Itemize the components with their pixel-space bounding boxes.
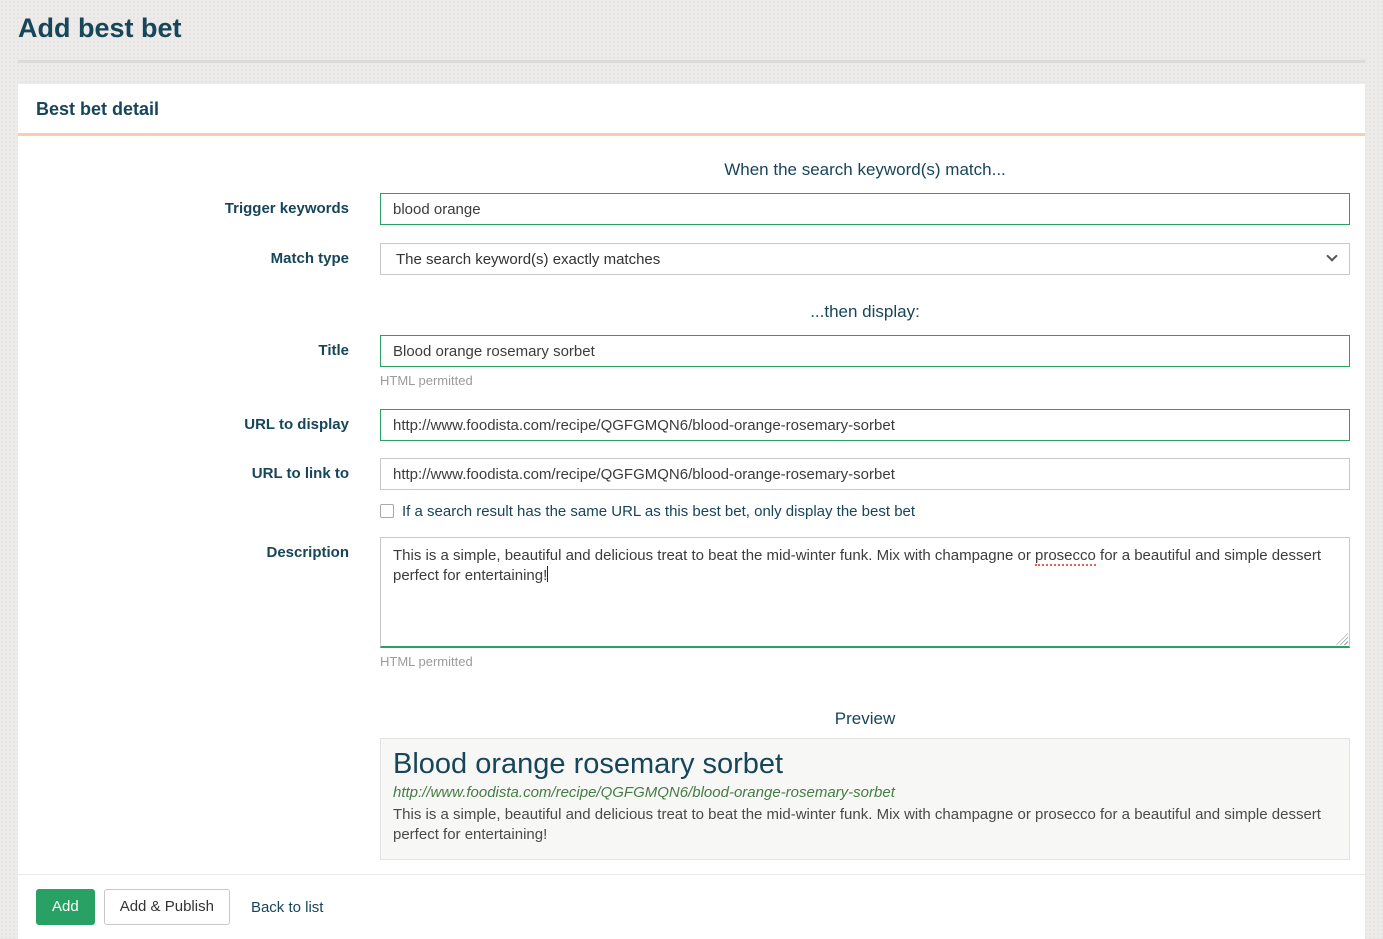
section-row [33, 160, 1350, 180]
panel-footer [18, 874, 1365, 939]
url-link-label: URL to link to [251, 465, 349, 482]
match-type-select[interactable] [380, 243, 1350, 275]
preview-row [33, 729, 1350, 860]
match-type-row [33, 243, 1350, 275]
add-and-publish-button[interactable]: Add & Publish [104, 889, 230, 925]
preview-url: http://www.foodista.com/recipe/QGFGMQN6/blood-orange-rosemary-sorbet [393, 784, 895, 801]
add-button[interactable]: Add [36, 889, 95, 925]
best-bet-detail-panel [18, 84, 1365, 939]
text-cursor [547, 566, 548, 582]
trigger-keywords-row [33, 193, 1350, 225]
trigger-keywords-label: Trigger keywords [224, 200, 349, 217]
url-display-input[interactable] [380, 409, 1350, 441]
description-row [33, 537, 1350, 669]
preview-heading-row [33, 709, 1350, 729]
description-label: Description [266, 544, 349, 561]
preview-title: Blood orange rosemary sorbet [393, 748, 784, 780]
panel-header [18, 84, 1365, 136]
title-row [33, 335, 1350, 388]
title-input[interactable] [380, 335, 1350, 367]
panel-header-title: Best bet detail [36, 99, 160, 119]
match-type-label: Match type [270, 250, 349, 267]
title-label: Title [318, 342, 349, 359]
back-to-list-link[interactable]: Back to list [250, 898, 324, 916]
page-title: Add best bet [18, 13, 182, 43]
resize-handle-icon[interactable] [1336, 633, 1348, 645]
same-url-checkbox[interactable] [380, 504, 394, 518]
description-textarea[interactable] [380, 537, 1350, 648]
section-heading-display: ...then display: [810, 302, 920, 321]
title-help-text: HTML permitted [380, 373, 473, 388]
description-text-before: This is a simple, beautiful and delicious treat to beat the mid-winter funk. Mix with champagne or [393, 547, 1035, 564]
trigger-keywords-input[interactable] [380, 193, 1350, 225]
url-link-input[interactable] [380, 458, 1350, 490]
url-display-label: URL to display [244, 416, 349, 433]
preview-description: This is a simple, beautiful and delicious treat to beat the mid-winter funk. Mix with champagne or prosecco for a beautiful and simple dessert perfect for entertaining! [393, 806, 1321, 843]
url-display-row [33, 409, 1350, 441]
same-url-checkbox-label: If a search result has the same URL as this best bet, only display the best bet [402, 503, 916, 520]
url-link-row [33, 458, 1350, 490]
misspelled-word: prosecco [1034, 547, 1096, 564]
preview-box [380, 738, 1350, 860]
section-heading-match: When the search keyword(s) match... [724, 160, 1006, 179]
panel-body [18, 136, 1365, 874]
description-help-text: HTML permitted [380, 654, 473, 669]
section-row [33, 302, 1350, 322]
preview-heading: Preview [834, 709, 896, 728]
title-divider [18, 60, 1365, 63]
same-url-row [33, 502, 1350, 521]
description-text-after: for a beautiful and simple dessert perfect for entertaining! [393, 547, 1321, 584]
